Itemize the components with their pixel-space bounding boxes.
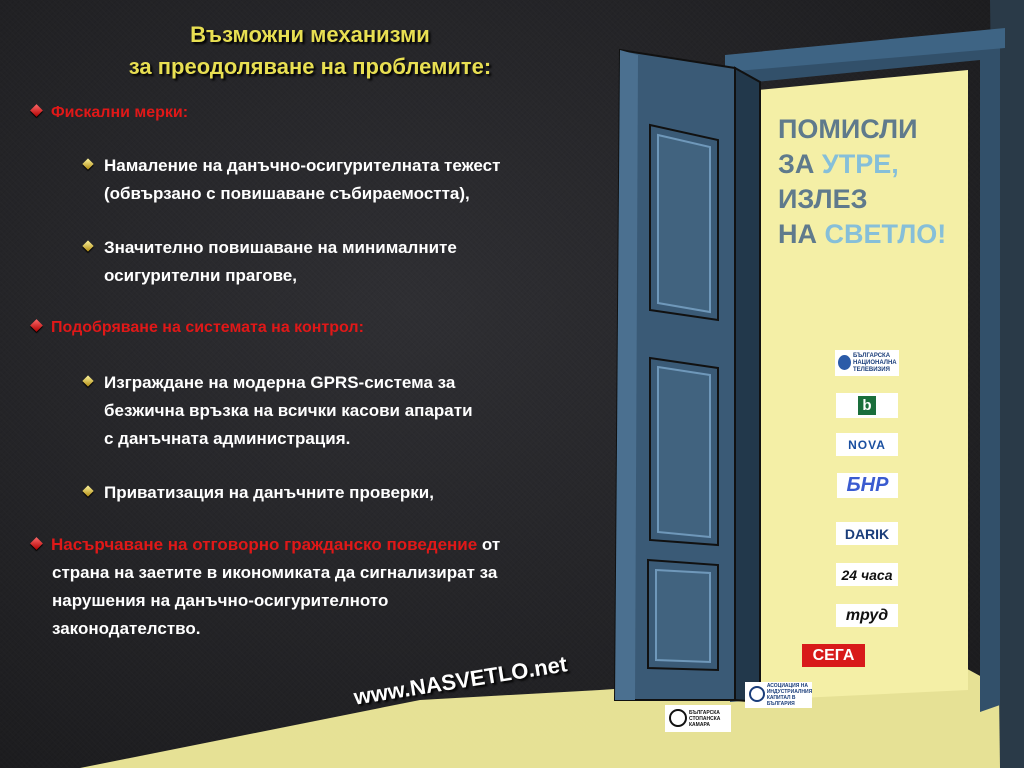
door-panel-top-inner <box>658 135 710 312</box>
heading-civic: Насърчаване на отговорно гражданско поведение от <box>32 531 500 559</box>
bnt-emblem-icon <box>838 355 851 370</box>
door-edge <box>735 68 760 702</box>
darik-logo[interactable]: DARIK <box>836 522 898 545</box>
diamond-bullet-icon <box>30 104 43 117</box>
website-link[interactable]: www.NASVETLO.net <box>352 651 569 710</box>
diamond-bullet-icon <box>82 485 93 496</box>
bnr-logo[interactable]: БНР <box>837 473 898 498</box>
heading-fiscal: Фискални мерки: <box>32 104 188 122</box>
list-item: Значително повишаване на минималните осигурителни прагове, <box>84 234 457 290</box>
title-line-1: Възможни механизми <box>190 22 430 47</box>
bnt-logo[interactable]: БЪЛГАРСКА НАЦИОНАЛНА ТЕЛЕВИЗИЯ <box>835 350 899 376</box>
btv-logo[interactable]: b <box>836 393 898 418</box>
bsk-emblem-icon <box>669 709 687 727</box>
slogan: ПОМИСЛИ ЗА УТРЕ, ИЗЛЕЗ НА СВЕТЛО! <box>778 114 947 249</box>
diamond-bullet-icon <box>82 375 93 386</box>
list-item: Намаление на данъчно-осигурителната тежест (обвързано с повишаване събираемостта), <box>84 152 500 208</box>
diamond-bullet-icon <box>82 158 93 169</box>
list-item: Изграждане на модерна GPRS-система за безжична връзка на всички касови апарати с данъчната администрация. <box>84 369 473 453</box>
civic-body: страна на заетите в икономиката да сигнализират за нарушения на данъчно-осигурителното законодателство. <box>52 563 498 638</box>
association-emblem-icon <box>749 686 765 702</box>
nova-logo[interactable]: NOVA <box>836 433 898 456</box>
sega-logo[interactable]: СЕГА <box>802 644 865 667</box>
diamond-bullet-icon <box>30 319 43 332</box>
door-panel-mid-inner <box>658 367 710 537</box>
heading-control: Подобряване на системата на контрол: <box>32 319 364 337</box>
24-chasa-logo[interactable]: 24 часа <box>836 563 898 586</box>
diamond-bullet-icon <box>30 537 43 550</box>
door-panel-bottom-inner <box>656 570 710 662</box>
bsk-logo[interactable]: БЪЛГАРСКА СТОПАНСКА КАМАРА <box>665 705 731 732</box>
association-logo[interactable]: АСОЦИАЦИЯ НА ИНДУСТРИАЛНИЯ КАПИТАЛ В БЪЛГАРИЯ <box>745 682 812 708</box>
diamond-bullet-icon <box>82 240 93 251</box>
trud-logo[interactable]: труд <box>836 604 898 627</box>
list-item: Приватизация на данъчните проверки, <box>84 479 434 507</box>
title-line-2: за преодоляване на проблемите: <box>128 54 492 79</box>
